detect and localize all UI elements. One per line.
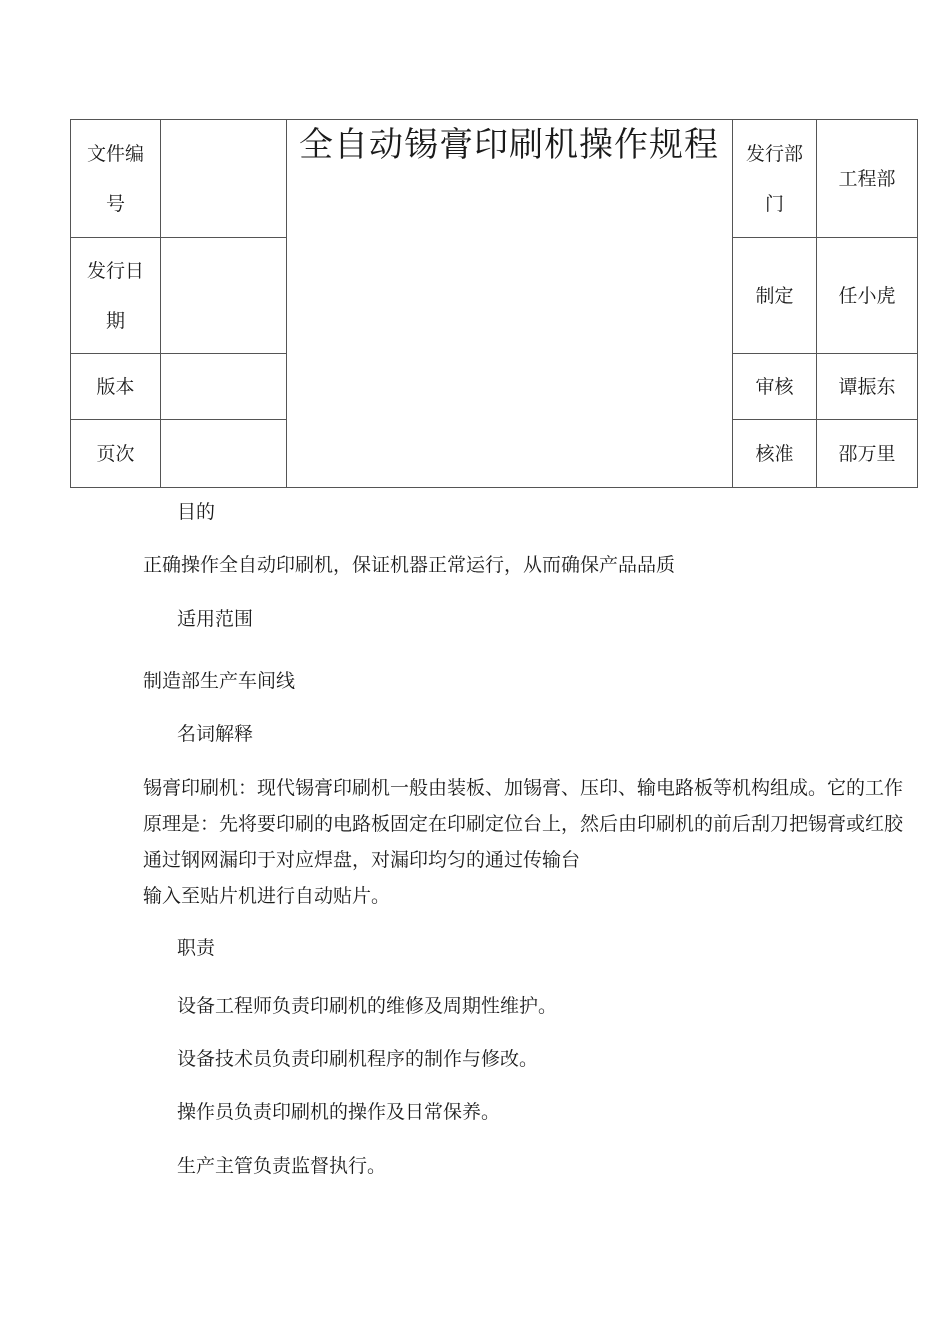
terms-line: 锡膏印刷机：现代锡膏印刷机一般由装板、加锡膏、压印、输电路板等机构组成。它的工作 xyxy=(143,777,904,799)
duty-item: 生产主管负责监督执行。 xyxy=(177,1155,387,1177)
section-heading-duty: 职责 xyxy=(177,937,216,959)
document-title: 全自动锡膏印刷机操作规程 xyxy=(299,125,719,165)
purpose-text: 正确操作全自动印刷机，保证机器正常运行，从而确保产品品质 xyxy=(143,554,676,576)
value-file-number xyxy=(161,120,286,237)
label-approved-by: 核准 xyxy=(755,442,794,465)
value-approved-by: 邵万里 xyxy=(838,442,896,465)
label-issue-date: 发行日 期 xyxy=(86,260,144,332)
document-header-table xyxy=(70,119,918,488)
value-page xyxy=(161,420,286,487)
section-heading-purpose: 目的 xyxy=(177,501,216,523)
value-prepared-by: 任小虎 xyxy=(838,284,896,307)
duty-item: 设备技术员负责印刷机程序的制作与修改。 xyxy=(177,1048,539,1070)
label-version: 版本 xyxy=(96,375,135,398)
section-heading-scope: 适用范围 xyxy=(177,608,254,630)
value-issuing-department: 工程部 xyxy=(838,167,896,190)
label-reviewed-by: 审核 xyxy=(755,375,794,398)
terms-line: 原理是：先将要印刷的电路板固定在印刷定位台上，然后由印刷机的前后刮刀把锡膏或红胶 xyxy=(143,813,904,835)
section-heading-terms: 名词解释 xyxy=(177,723,254,745)
duty-item: 设备工程师负责印刷机的维修及周期性维护。 xyxy=(177,995,558,1017)
terms-line: 通过钢网漏印于对应焊盘，对漏印均匀的通过传输台 xyxy=(143,849,581,871)
value-issue-date xyxy=(161,238,286,353)
label-issuing-department: 发行部 门 xyxy=(745,143,803,215)
label-prepared-by: 制定 xyxy=(755,284,794,307)
value-reviewed-by: 谭振东 xyxy=(838,375,896,398)
duty-item: 操作员负责印刷机的操作及日常保养。 xyxy=(177,1101,501,1123)
scope-text: 制造部生产车间线 xyxy=(143,670,296,692)
label-file-number: 文件编 号 xyxy=(86,143,144,215)
label-page: 页次 xyxy=(96,442,135,465)
value-version xyxy=(161,354,286,419)
terms-line: 输入至贴片机进行自动贴片。 xyxy=(143,885,391,907)
